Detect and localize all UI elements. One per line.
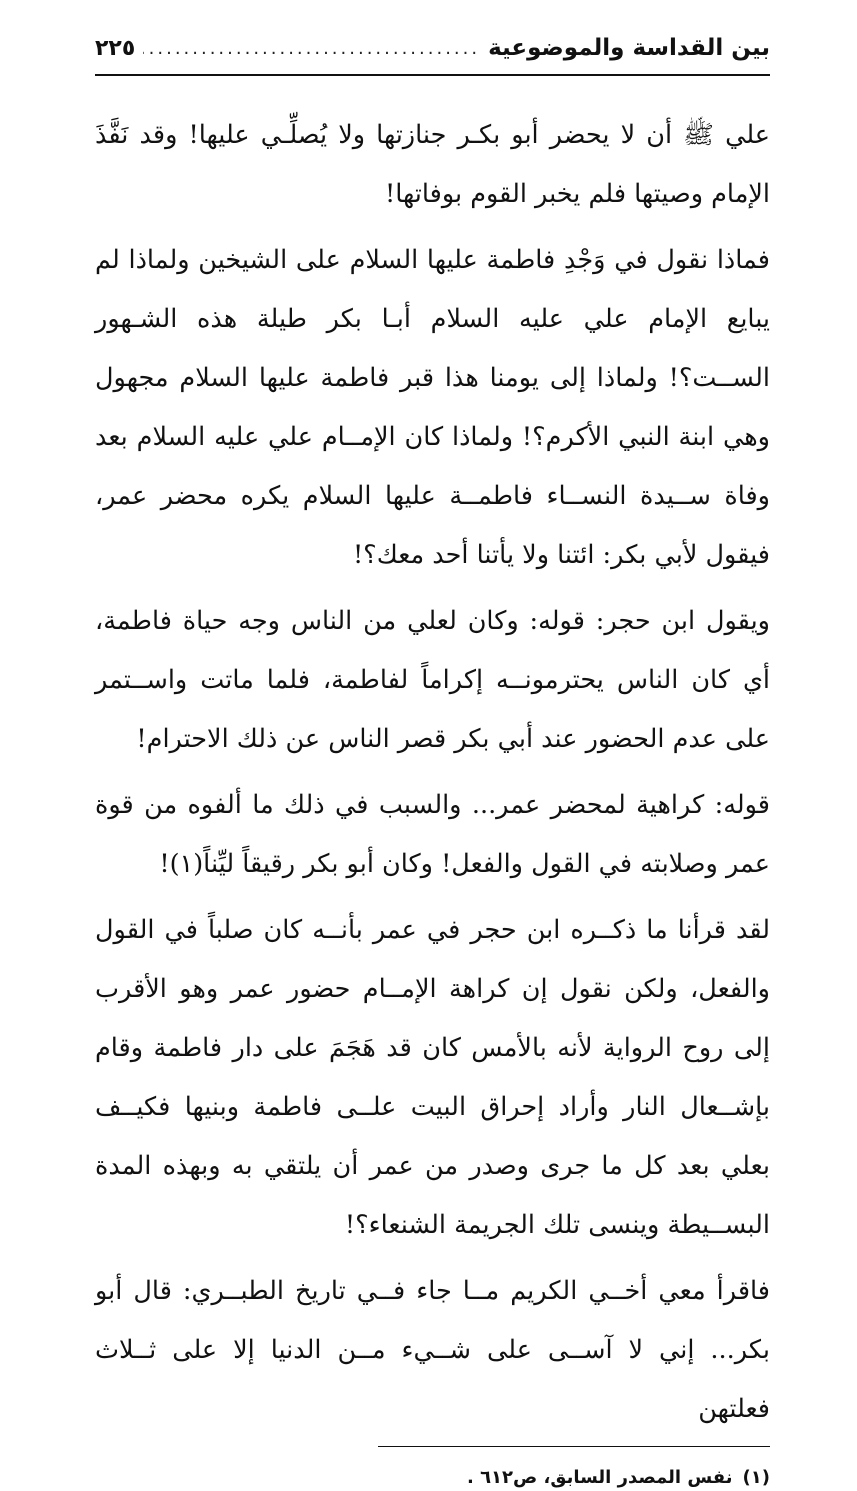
running-header xyxy=(95,28,770,68)
footnote-text: نفس المصدر السابق، ص٦١٢ . xyxy=(466,1467,733,1488)
paragraph: فاقرأ معي أخــي الكريم مــا جاء فــي تاريخ الطبــري: قال أبو بكر... إني لا آســى على شــيء مــن الدنيا إلا على ثــلاث فعلتهن xyxy=(95,1276,770,1424)
paragraph: فماذا نقول في وَجْدِ فاطمة عليها السلام على الشيخين ولماذا لم يبايع الإمام علي عليه السلام أبـا بكر طيلة هذه الشـهور الســت؟! ولماذا إلى يومنا هذا قبر فاطمة عليها السلام مجهول وهي ابنة النبي الأكرم؟! ولماذا كان الإمــام علي عليه السلام بعد وفاة ســيدة النســاء فاطمــة عليها السلام يكره محضر عمر، فيقول لأبي بكر: ائتنا ولا يأتنا أحد معك؟! xyxy=(95,245,770,570)
document-page xyxy=(95,28,770,1491)
header-rule xyxy=(95,74,770,76)
page-number: ٢٢٥ xyxy=(95,35,136,61)
paragraph: ويقول ابن حجر: قوله: وكان لعلي من الناس وجه حياة فاطمة، أي كان الناس يحترمونــه إكراماً لفاطمة، فلما ماتت واســتمر على عدم الحضور عند أبي بكر قصر الناس عن ذلك الاحترام! xyxy=(95,606,770,754)
footnote-marker: (١) xyxy=(742,1467,770,1488)
footnote-rule xyxy=(378,1446,770,1447)
footnote xyxy=(95,1465,770,1491)
paragraph: قوله: كراهية لمحضر عمر... والسبب في ذلك ما ألفوه من قوة عمر وصلابته في القول والفعل! وكان أبو بكر رقيقاً ليِّناً(١)! xyxy=(95,790,770,879)
header-dot-leader xyxy=(143,38,480,59)
paragraph: علي ﷺ أن لا يحضر أبو بكـر جنازتها ولا يُصلِّـي عليها! وقد نَفَّذَ الإمام وصيتها فلم يخبر القوم بوفاتها! xyxy=(95,120,770,209)
running-header-title: بين القداسة والموضوعية xyxy=(488,35,770,61)
paragraph: لقد قرأنا ما ذكــره ابن حجر في عمر بأنــه كان صلباً في القول والفعل، ولكن نقول إن كراهة الإمــام حضور عمر وهو الأقرب إلى روح الرواية لأنه بالأمس كان قد هَجَمَ على دار فاطمة وقام بإشــعال النار وأراد إحراق البيت علــى فاطمة وبنيها فكيــف بعلي بعد كل ما جرى وصدر من عمر أن يلتقي به وبهذه المدة البســيطة وينسى تلك الجريمة الشنعاء؟! xyxy=(95,915,770,1240)
body-text xyxy=(95,106,770,1439)
